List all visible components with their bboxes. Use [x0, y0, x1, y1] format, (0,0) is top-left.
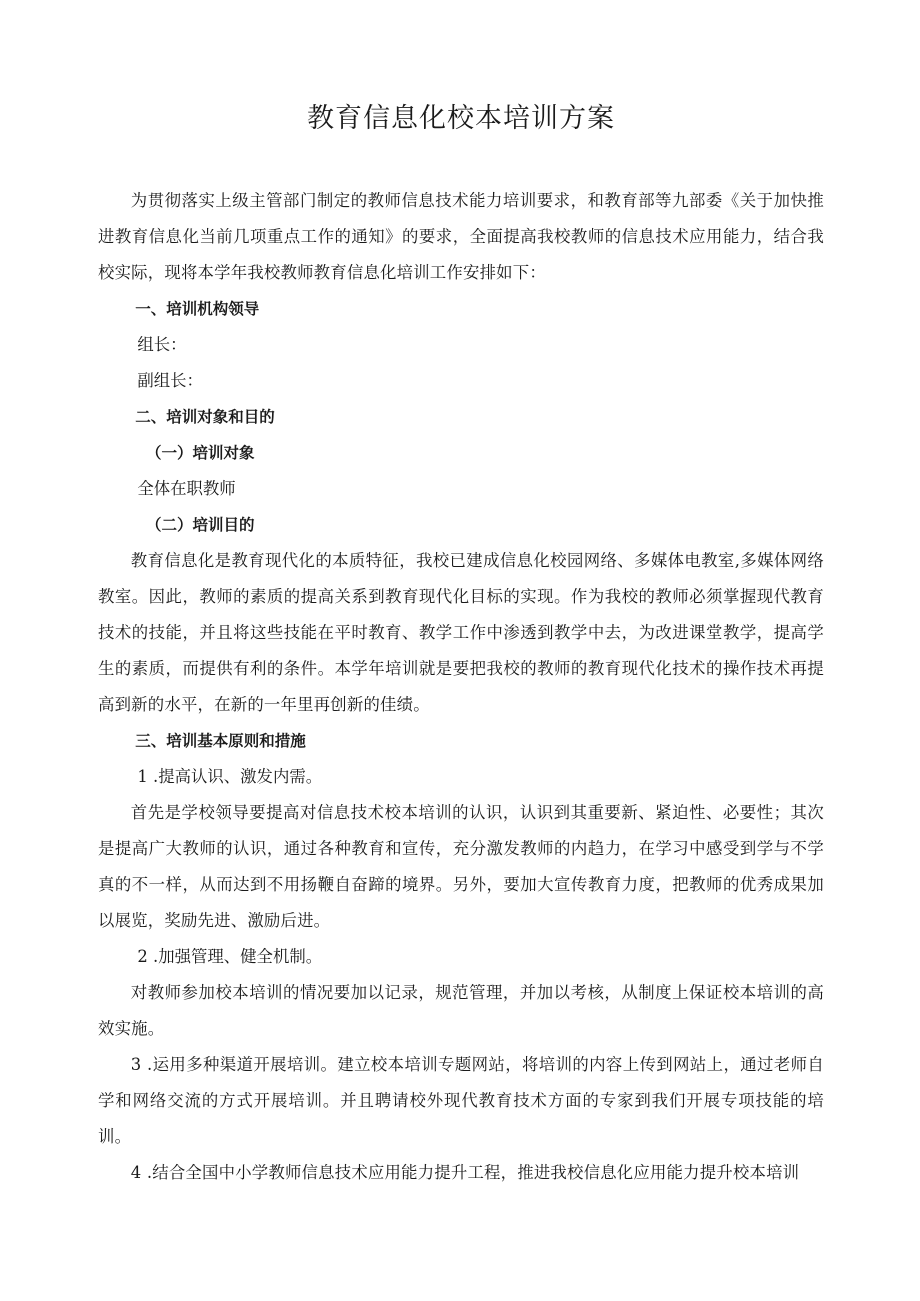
deputy-leader-line: 副组长： [137, 371, 203, 390]
section-heading-1: 一、培训机构领导 [135, 300, 260, 318]
document-title: 教育信息化校本培训方案 [307, 103, 615, 134]
goals-paragraph: 教育信息化是教育现代化的本质特征，我校已建成信息化校园网络、多媒体电教室,多媒体网络教室。因此，教师的素质的提高关系到教育现代化目标的实现。作为我校的教师必须掌握现代教育技术的技能，并且将这些技能在平时教育、教学工作中渗透到教学中去，为改进课堂教学，提高学生的素质，而提供有利的条件。本学年培训就是要把我校的教师的教育现代化技术的操作技术再提高到新的水平，在新的一年里再创新的佳绩。 [98, 551, 824, 714]
section-heading-2: 二、培训对象和目的 [135, 408, 275, 426]
subsection-heading-targets: （一）培训对象 [146, 444, 255, 462]
section-heading-3: 三、培训基本原则和措施 [135, 732, 306, 750]
measure-3-paragraph: 3 .运用多种渠道开展培训。建立校本培训专题网站，将培训的内容上传到网站上，通过老师自学和网络交流的方式开展培训。并且聘请校外现代教育技术方面的专家到我们开展专项技能的培训。 [98, 1055, 824, 1146]
leader-line: 组长： [137, 335, 187, 354]
targets-text: 全体在职教师 [137, 479, 236, 498]
measure-2-title: 2 .加强管理、健全机制。 [137, 947, 323, 966]
measure-4-paragraph: 4 .结合全国中小学教师信息技术应用能力提升工程，推进我校信息化应用能力提升校本培训 [130, 1163, 800, 1182]
subsection-heading-goals: （二）培训目的 [146, 516, 255, 534]
measure-1-paragraph: 首先是学校领导要提高对信息技术校本培训的认识，认识到其重要新、紧迫性、必要性；其次是提高广大教师的认识，通过各种教育和宣传，充分激发教师的内趋力，在学习中感受到学与不学真的不一样，从而达到不用扬鞭自奋蹄的境界。另外，要加大宣传教育力度，把教师的优秀成果加以展览，奖励先进、激励后进。 [98, 803, 824, 930]
measure-1-title: 1 .提高认识、激发内需。 [137, 767, 323, 786]
measure-2-paragraph: 对教师参加校本培训的情况要加以记录，规范管理，并加以考核，从制度上保证校本培训的高效实施。 [98, 983, 824, 1038]
intro-paragraph: 为贯彻落实上级主管部门制定的教师信息技术能力培训要求，和教育部等九部委《关于加快推进教育信息化当前几项重点工作的通知》的要求，全面提高我校教师的信息技术应用能力，结合我校实际，现将本学年我校教师教育信息化培训工作安排如下： [98, 191, 824, 282]
